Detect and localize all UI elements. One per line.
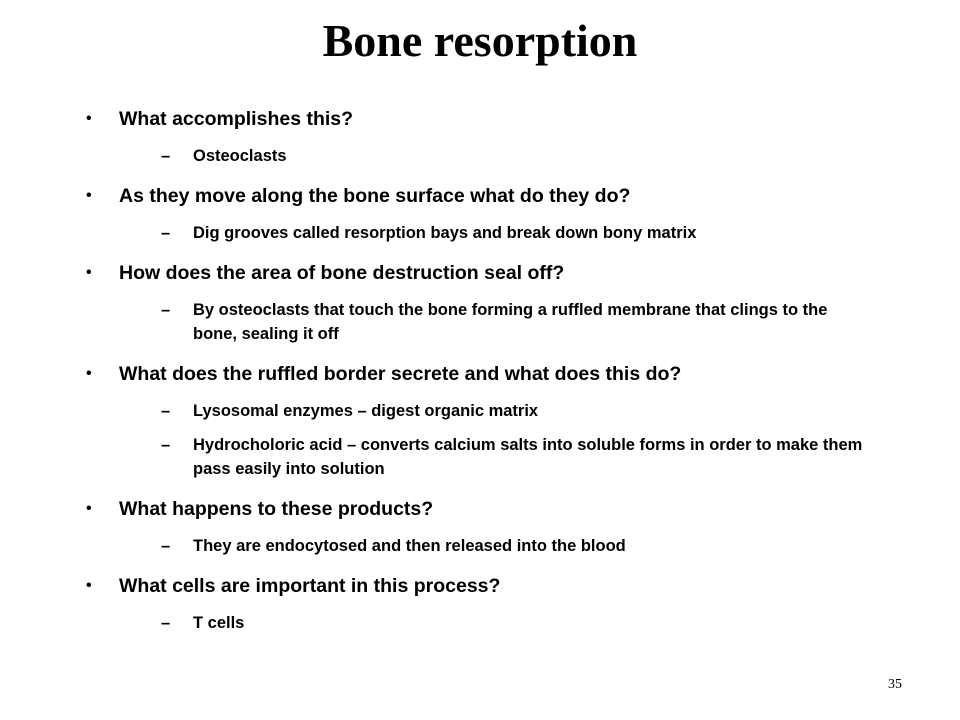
bullet-text: What does the ruffled border secrete and what does this do?	[119, 363, 682, 385]
dash-icon: –	[161, 224, 171, 242]
slide-title: Bone resorption	[322, 15, 638, 66]
bullet-item	[86, 571, 866, 635]
sub-bullet-item	[119, 534, 866, 558]
bullet-item	[86, 359, 866, 481]
bullet-item	[86, 181, 866, 245]
sub-bullet-text: Osteoclasts	[193, 147, 287, 165]
sub-bullet-item	[119, 221, 866, 245]
bullet-text: What cells are important in this process?	[119, 575, 501, 597]
dash-icon: –	[161, 436, 171, 454]
sub-bullet-list	[119, 144, 866, 168]
sub-bullet-item	[119, 144, 866, 168]
sub-bullet-list	[119, 611, 866, 635]
sub-bullet-item	[119, 611, 866, 635]
dash-icon: –	[161, 147, 171, 165]
bullet-text: What happens to these products?	[119, 498, 434, 520]
bullet-item	[86, 104, 866, 168]
bullet-text: What accomplishes this?	[119, 108, 354, 130]
bullet-text: As they move along the bone surface what do they do?	[119, 185, 631, 207]
sub-bullet-text: They are endocytosed and then released into the blood	[193, 537, 626, 555]
bullet-item	[86, 258, 866, 346]
dash-icon: –	[161, 614, 171, 632]
sub-bullet-text: Hydrocholoric acid – converts calcium salts into soluble forms in order to make them pass easily into solution	[193, 436, 863, 478]
bullet-list	[86, 104, 866, 635]
dash-icon: –	[161, 537, 171, 555]
sub-bullet-text: By osteoclasts that touch the bone forming a ruffled membrane that clings to the bone, sealing it off	[193, 301, 828, 343]
bullet-item	[86, 494, 866, 558]
bullet-icon: •	[86, 187, 92, 204]
sub-bullet-list	[119, 399, 866, 481]
sub-bullet-text: Lysosomal enzymes – digest organic matrix	[193, 402, 539, 420]
sub-bullet-list	[119, 298, 866, 346]
sub-bullet-list	[119, 221, 866, 245]
sub-bullet-list	[119, 534, 866, 558]
bullet-icon: •	[86, 500, 92, 517]
sub-bullet-text: T cells	[193, 614, 245, 632]
bullet-icon: •	[86, 577, 92, 594]
page-number: 35	[888, 677, 902, 692]
dash-icon: –	[161, 402, 171, 420]
bullet-icon: •	[86, 110, 92, 127]
bullet-icon: •	[86, 264, 92, 281]
sub-bullet-item	[119, 399, 866, 423]
sub-bullet-text: Dig grooves called resorption bays and break down bony matrix	[193, 224, 697, 242]
sub-bullet-item	[119, 433, 866, 481]
bullet-icon: •	[86, 365, 92, 382]
dash-icon: –	[161, 301, 171, 319]
sub-bullet-item	[119, 298, 866, 346]
bullet-text: How does the area of bone destruction seal off?	[119, 262, 565, 284]
